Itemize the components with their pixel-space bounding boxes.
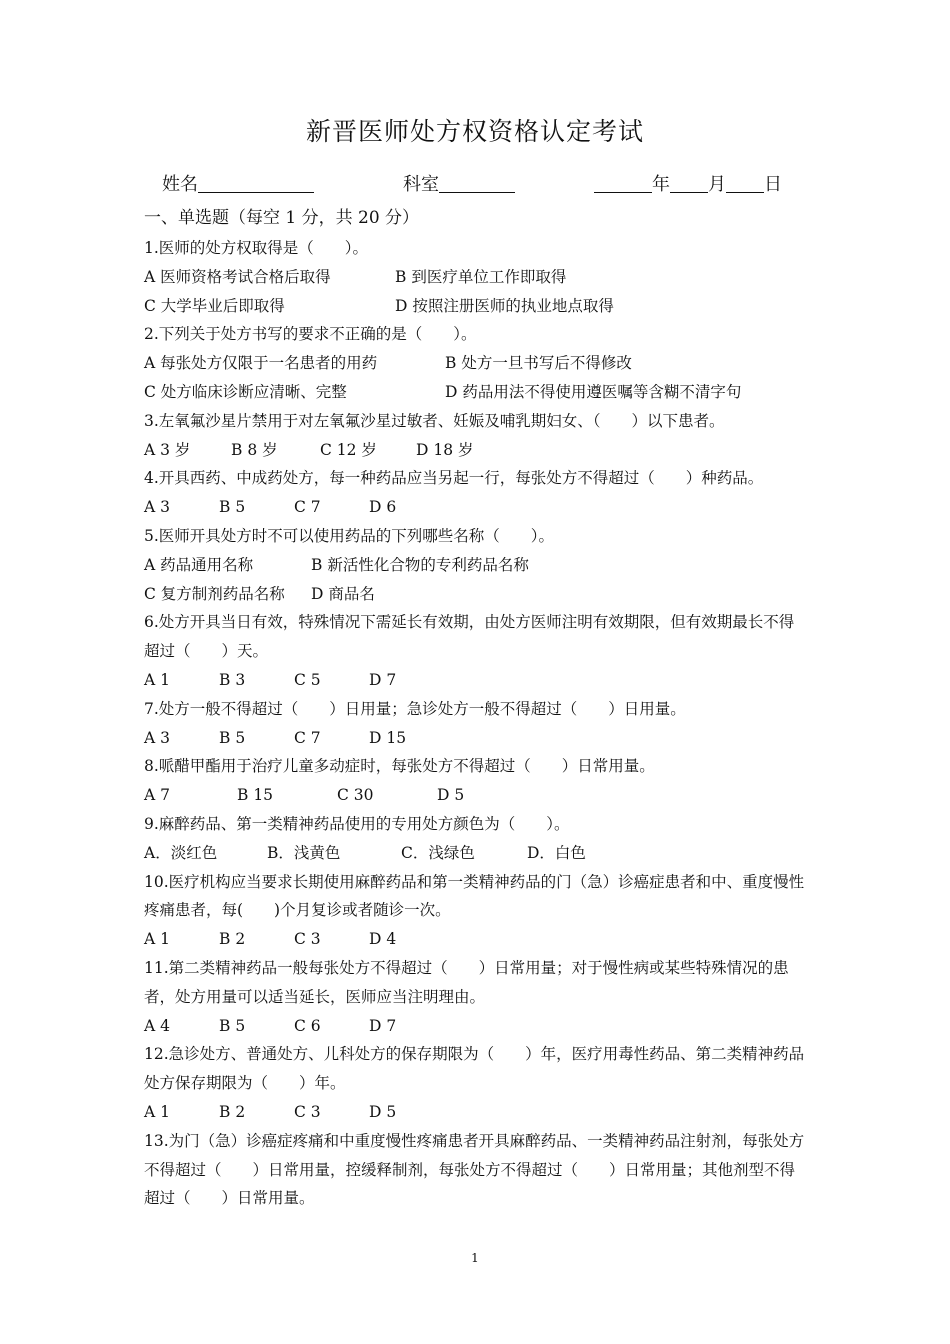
question-10: 10.医疗机构应当要求长期使用麻醉药品和第一类精神药品的门（急）诊癌症患者和中、重度慢性疼痛患者，每( )个月复诊或者随诊一次。: [144, 872, 805, 920]
options-row: [144, 1098, 809, 1127]
question-1: 1.医师的处方权取得是（ ）。: [144, 239, 369, 257]
options-row: [144, 349, 809, 378]
option-d[interactable]: D 5: [437, 786, 465, 805]
option-a[interactable]: A．淡红色: [144, 843, 218, 862]
option-b[interactable]: B 到医疗单位工作即取得: [395, 267, 567, 286]
option-c[interactable]: C 7: [294, 728, 321, 747]
year-blank[interactable]: [594, 173, 652, 193]
option-d[interactable]: D 药品用法不得使用遵医嘱等含糊不清字句: [445, 382, 742, 401]
option-d[interactable]: D 按照注册医师的执业地点取得: [395, 296, 614, 315]
day-blank[interactable]: [726, 173, 764, 193]
option-a[interactable]: A 7: [144, 786, 170, 805]
option-c[interactable]: C 12 岁: [320, 440, 377, 459]
options-row: [144, 1012, 809, 1041]
year-label: 年: [652, 174, 670, 195]
option-c[interactable]: C．浅绿色: [401, 843, 475, 862]
question-3: 3.左氧氟沙星片禁用于对左氧氟沙星过敏者、妊娠及哺乳期妇女、（ ）以下患者。: [144, 411, 725, 430]
options-row: [144, 378, 809, 407]
options-row: [144, 724, 809, 753]
options-row: [144, 493, 809, 522]
option-d[interactable]: D．白色: [527, 843, 586, 862]
options-row: [144, 551, 809, 580]
question-6: 6.处方开具当日有效，特殊情况下需延长有效期，由处方医师注明有效期限，但有效期最长不得超过（ ）天。: [144, 613, 795, 661]
options-row: [144, 839, 809, 868]
month-label: 月: [708, 174, 726, 195]
option-d[interactable]: D 5: [369, 1102, 397, 1121]
options-row: [144, 263, 809, 292]
question-list: [144, 234, 809, 1213]
options-row: [144, 580, 809, 609]
exam-title: 新晋医师处方权资格认定考试: [305, 117, 644, 146]
question-11: 11.第二类精神药品一般每张处方不得超过（ ）日常用量；对于慢性病或某些特殊情况的患者，处方用量可以适当延长，医师应当注明理由。: [144, 958, 789, 1006]
question-4: 4.开具西药、中成药处方，每一种药品应当另起一行，每张处方不得超过（ ）种药品。: [144, 469, 764, 488]
option-b[interactable]: B 8 岁: [231, 440, 278, 459]
option-d[interactable]: D 15: [369, 728, 407, 747]
options-row: [144, 781, 809, 810]
option-a[interactable]: A 3: [144, 728, 170, 747]
section-title: 一、单选题（每空 1 分，共 20 分）: [144, 208, 420, 228]
option-b[interactable]: B 5: [219, 728, 246, 747]
option-c[interactable]: C 大学毕业后即取得: [144, 296, 285, 315]
options-row: [144, 436, 809, 465]
option-b[interactable]: B 3: [219, 670, 246, 689]
question-7: 7.处方一般不得超过（ ）日用量；急诊处方一般不得超过（ ）日用量。: [144, 699, 686, 718]
option-c[interactable]: C 复方制剂药品名称: [144, 584, 285, 603]
name-label: 姓名: [162, 174, 198, 195]
name-field: [162, 170, 314, 196]
option-b[interactable]: B 新活性化合物的专利药品名称: [311, 555, 529, 574]
option-a[interactable]: A 药品通用名称: [144, 555, 254, 574]
option-d[interactable]: D 7: [369, 1016, 397, 1035]
option-b[interactable]: B 15: [237, 786, 274, 805]
option-b[interactable]: B 处方一旦书写后不得修改: [445, 354, 632, 373]
option-a[interactable]: A 4: [144, 1016, 170, 1035]
option-c[interactable]: C 3: [294, 930, 321, 949]
option-c[interactable]: C 3: [294, 1102, 321, 1121]
option-c[interactable]: C 7: [294, 498, 321, 517]
option-a[interactable]: A 3: [144, 498, 170, 517]
option-a[interactable]: A 1: [144, 1102, 170, 1121]
question-8: 8.哌醋甲酯用于治疗儿童多动症时，每张处方不得超过（ ）日常用量。: [144, 757, 655, 776]
option-c[interactable]: C 处方临床诊断应清晰、完整: [144, 382, 347, 401]
department-field: [403, 170, 515, 196]
name-blank[interactable]: [198, 173, 314, 193]
question-5: 5.医师开具处方时不可以使用药品的下列哪些名称（ ）。: [144, 526, 555, 545]
month-blank[interactable]: [670, 173, 708, 193]
option-c[interactable]: C 6: [294, 1016, 321, 1035]
question-12: 12.急诊处方、普通处方、儿科处方的保存期限为（ ）年，医疗用毒性药品、第二类精神药品处方保存期限为（ ）年。: [144, 1045, 805, 1093]
option-d[interactable]: D 4: [369, 930, 397, 949]
question-2: 2.下列关于处方书写的要求不正确的是（ ）。: [144, 325, 477, 344]
option-c[interactable]: C 30: [337, 786, 374, 805]
question-9: 9.麻醉药品、第一类精神药品使用的专用处方颜色为（ ）。: [144, 814, 570, 833]
option-a[interactable]: A 1: [144, 930, 170, 949]
date-field: [594, 170, 782, 196]
day-label: 日: [764, 174, 782, 195]
option-a[interactable]: A 1: [144, 670, 170, 689]
option-d[interactable]: D 商品名: [311, 584, 375, 603]
option-d[interactable]: D 7: [369, 670, 397, 689]
options-row: [144, 666, 809, 695]
options-row: [144, 292, 809, 321]
option-b[interactable]: B 2: [219, 1102, 246, 1121]
option-a[interactable]: A 医师资格考试合格后取得: [144, 267, 331, 286]
option-b[interactable]: B 2: [219, 930, 246, 949]
option-d[interactable]: D 6: [369, 498, 397, 517]
page-number: 1: [471, 1251, 479, 1265]
question-13: 13.为门（急）诊癌症疼痛和中重度慢性疼痛患者开具麻醉药品、一类精神药品注射剂，每张处方不得超过（ ）日常用量，控缓释制剂，每张处方不得超过（ ）日常用量；其他剂型不得超过（ ）日常用量。: [144, 1131, 805, 1208]
department-label: 科室: [403, 174, 439, 195]
option-c[interactable]: C 5: [294, 670, 321, 689]
options-row: [144, 925, 809, 954]
option-b[interactable]: B．浅黄色: [267, 843, 341, 862]
department-blank[interactable]: [439, 173, 515, 193]
option-a[interactable]: A 3 岁: [144, 440, 191, 459]
option-b[interactable]: B 5: [219, 1016, 246, 1035]
option-d[interactable]: D 18 岁: [416, 440, 474, 459]
option-a[interactable]: A 每张处方仅限于一名患者的用药: [144, 354, 378, 373]
option-b[interactable]: B 5: [219, 498, 246, 517]
